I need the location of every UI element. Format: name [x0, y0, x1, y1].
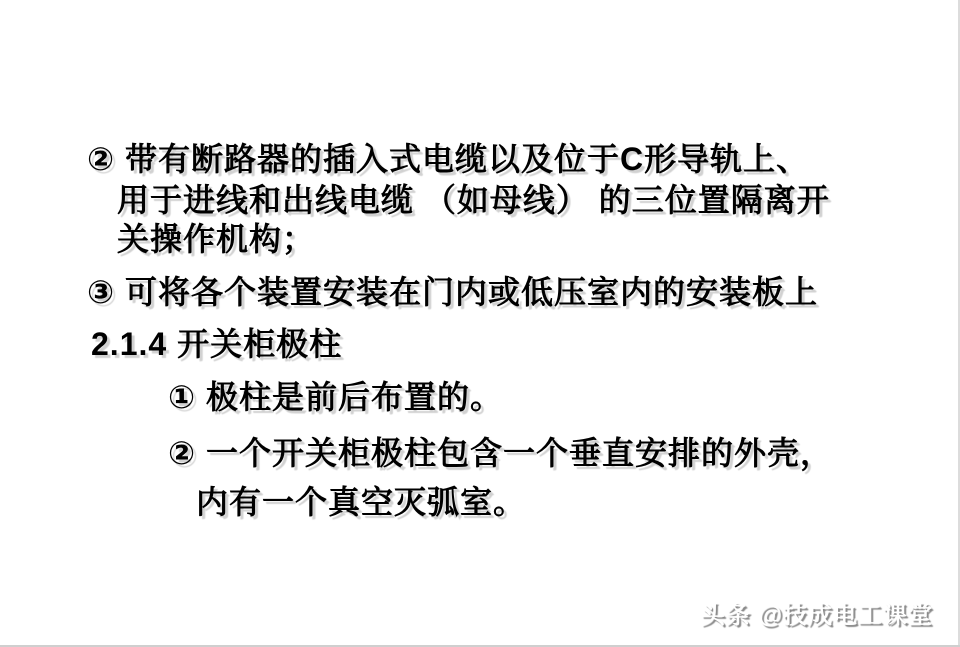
bullet2-line-3: 关操作机构；: [117, 221, 316, 257]
bullet3-line: ③ 可将各个装置安装在门内或低压室内的安装板上: [87, 274, 818, 310]
subitem1-line: ① 极柱是前后布置的。: [168, 379, 503, 415]
section-heading-2-1-4: 2.1.4 开关柜极柱: [91, 326, 343, 362]
bullet2-line-2: 用于进线和出线电缆 （如母线） 的三位置隔离开: [117, 182, 830, 218]
toutiao-watermark: 头条 @技成电工课堂: [700, 602, 933, 629]
subitem2-line-2: 内有一个真空灭弧室。: [196, 484, 527, 520]
subitem2-line-1: ② 一个开关柜极柱包含一个垂直安排的外壳，: [168, 435, 833, 471]
bullet2-line-1: ② 带有断路器的插入式电缆以及位于C形导轨上、: [87, 141, 810, 177]
